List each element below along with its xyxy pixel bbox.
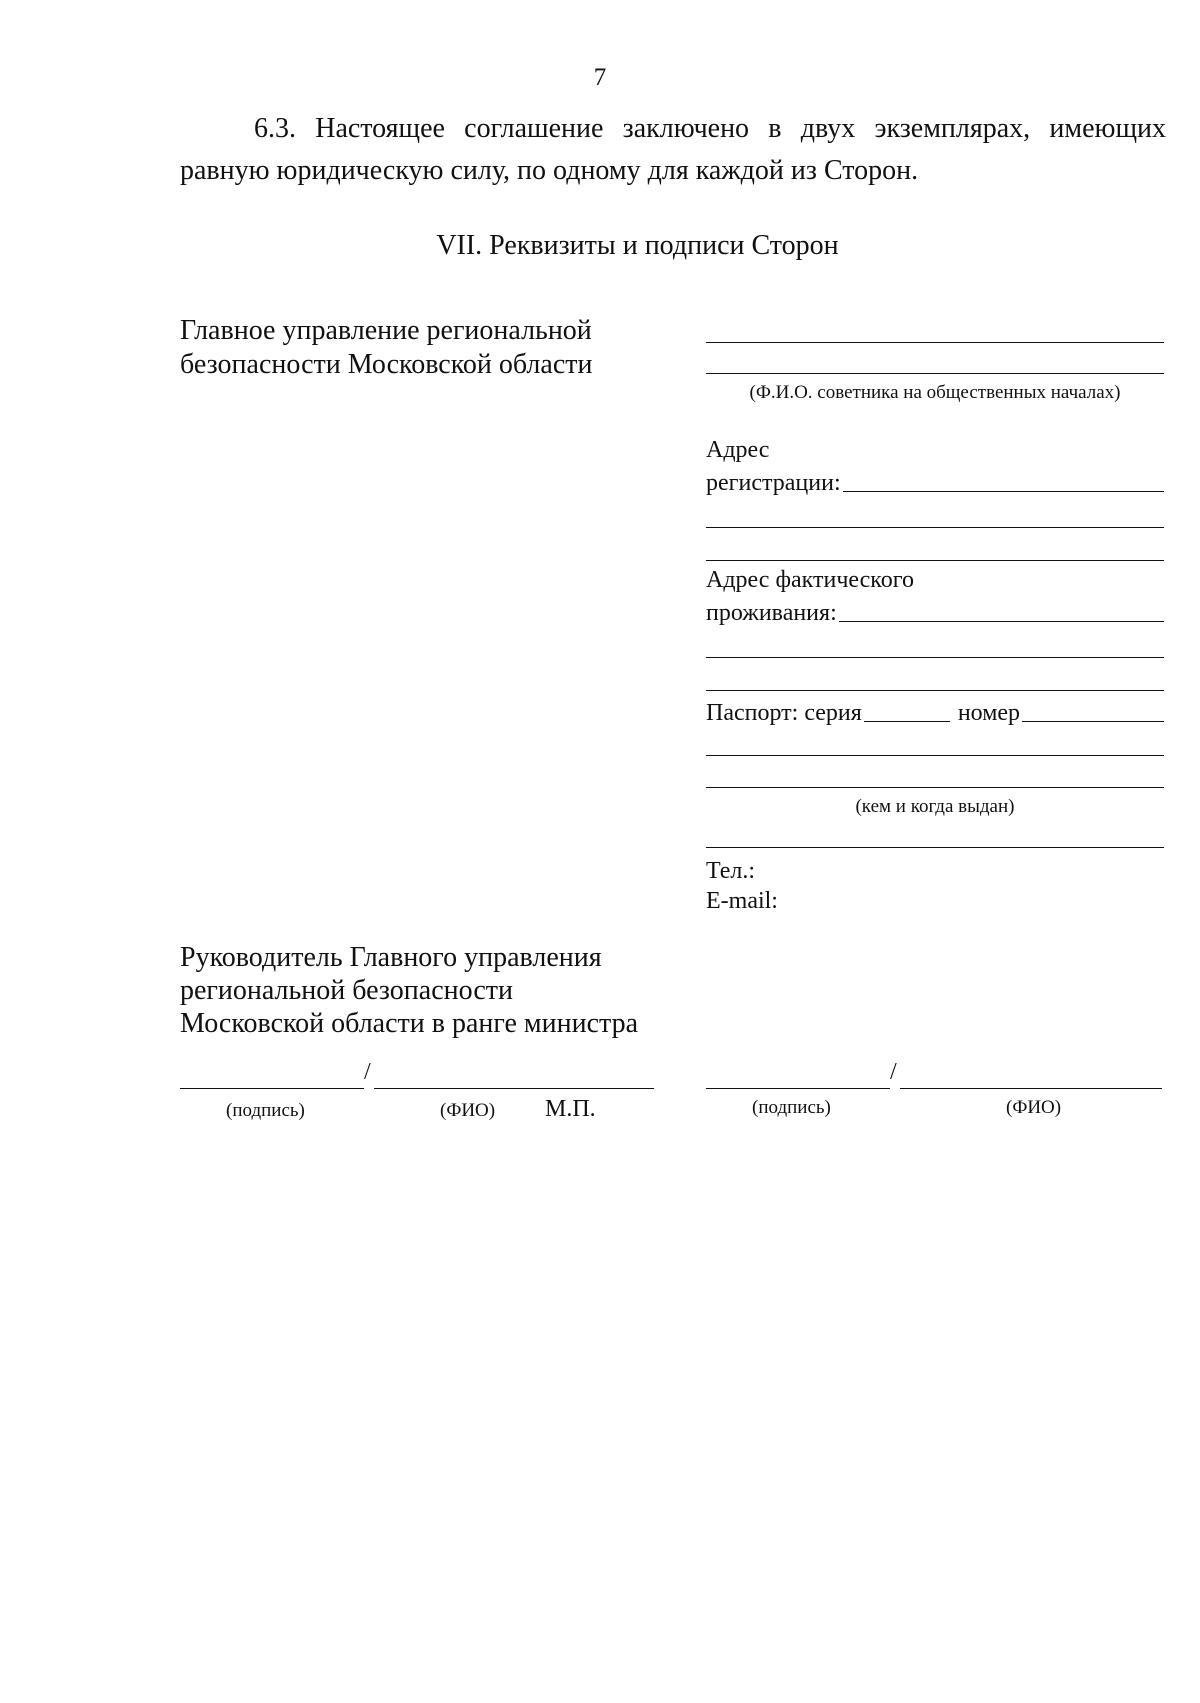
left-signature-line[interactable] bbox=[180, 1088, 364, 1089]
reg-address-label-2: регистрации: bbox=[706, 470, 841, 496]
actual-address-label-1: Адрес фактического bbox=[706, 567, 914, 593]
passport-issued-line-1[interactable] bbox=[706, 755, 1164, 756]
extra-line[interactable] bbox=[706, 847, 1164, 848]
left-signature-caption: (подпись) bbox=[226, 1100, 305, 1121]
page-number: 7 bbox=[593, 64, 607, 91]
actual-address-line-2[interactable] bbox=[706, 657, 1164, 658]
actual-address-line-3[interactable] bbox=[706, 690, 1164, 691]
phone-label: Тел.: bbox=[706, 858, 756, 884]
actual-address-fill-line[interactable] bbox=[839, 621, 1164, 622]
left-fio-caption: (ФИО) bbox=[440, 1100, 496, 1121]
reg-address-field[interactable] bbox=[706, 467, 1164, 497]
head-title: Руководитель Главного управления региональной безопасности Московской области в ранге министра bbox=[180, 942, 639, 1039]
advisor-fio-line-2[interactable] bbox=[706, 373, 1164, 374]
advisor-fio-caption: (Ф.И.О. советника на общественных началах) bbox=[749, 382, 1121, 403]
right-slash: / bbox=[890, 1059, 897, 1085]
reg-address-line-3[interactable] bbox=[706, 560, 1164, 561]
right-signature-caption: (подпись) bbox=[752, 1097, 831, 1118]
passport-issued-line-2[interactable] bbox=[706, 787, 1164, 788]
left-fio-line[interactable] bbox=[374, 1088, 654, 1089]
actual-address-label-2: проживания: bbox=[706, 600, 837, 626]
clause-6-3 bbox=[180, 108, 1166, 192]
right-signature-line[interactable] bbox=[706, 1088, 890, 1089]
passport-series-label: Паспорт: серия bbox=[706, 700, 862, 726]
seal-mark: М.П. bbox=[545, 1096, 596, 1122]
passport-number-fill-line[interactable] bbox=[1022, 721, 1164, 722]
advisor-fio-line-1[interactable] bbox=[706, 342, 1164, 343]
actual-address-field[interactable] bbox=[706, 597, 1164, 627]
reg-address-line-2[interactable] bbox=[706, 527, 1164, 528]
passport-number-label: номер bbox=[957, 700, 1021, 726]
reg-address-fill-line[interactable] bbox=[843, 491, 1164, 492]
left-slash: / bbox=[364, 1059, 371, 1085]
section-title: VII. Реквизиты и подписи Сторон bbox=[436, 230, 839, 261]
clause-line-1: 6.3. Настоящее соглашение заключено в двух экземплярах, имеющих bbox=[254, 113, 1166, 144]
right-fio-line[interactable] bbox=[900, 1088, 1162, 1089]
clause-line-2: равную юридическую силу, по одному для каждой из Сторон. bbox=[180, 155, 919, 186]
issued-caption: (кем и когда выдан) bbox=[855, 796, 1015, 817]
email-label: E-mail: bbox=[706, 888, 778, 914]
org-name: Главное управление региональной безопасности Московской области bbox=[180, 315, 593, 380]
right-fio-caption: (ФИО) bbox=[1006, 1097, 1062, 1118]
reg-address-label-1: Адрес bbox=[706, 437, 770, 463]
passport-field[interactable] bbox=[706, 697, 1164, 727]
passport-series-fill-line[interactable] bbox=[864, 721, 950, 722]
